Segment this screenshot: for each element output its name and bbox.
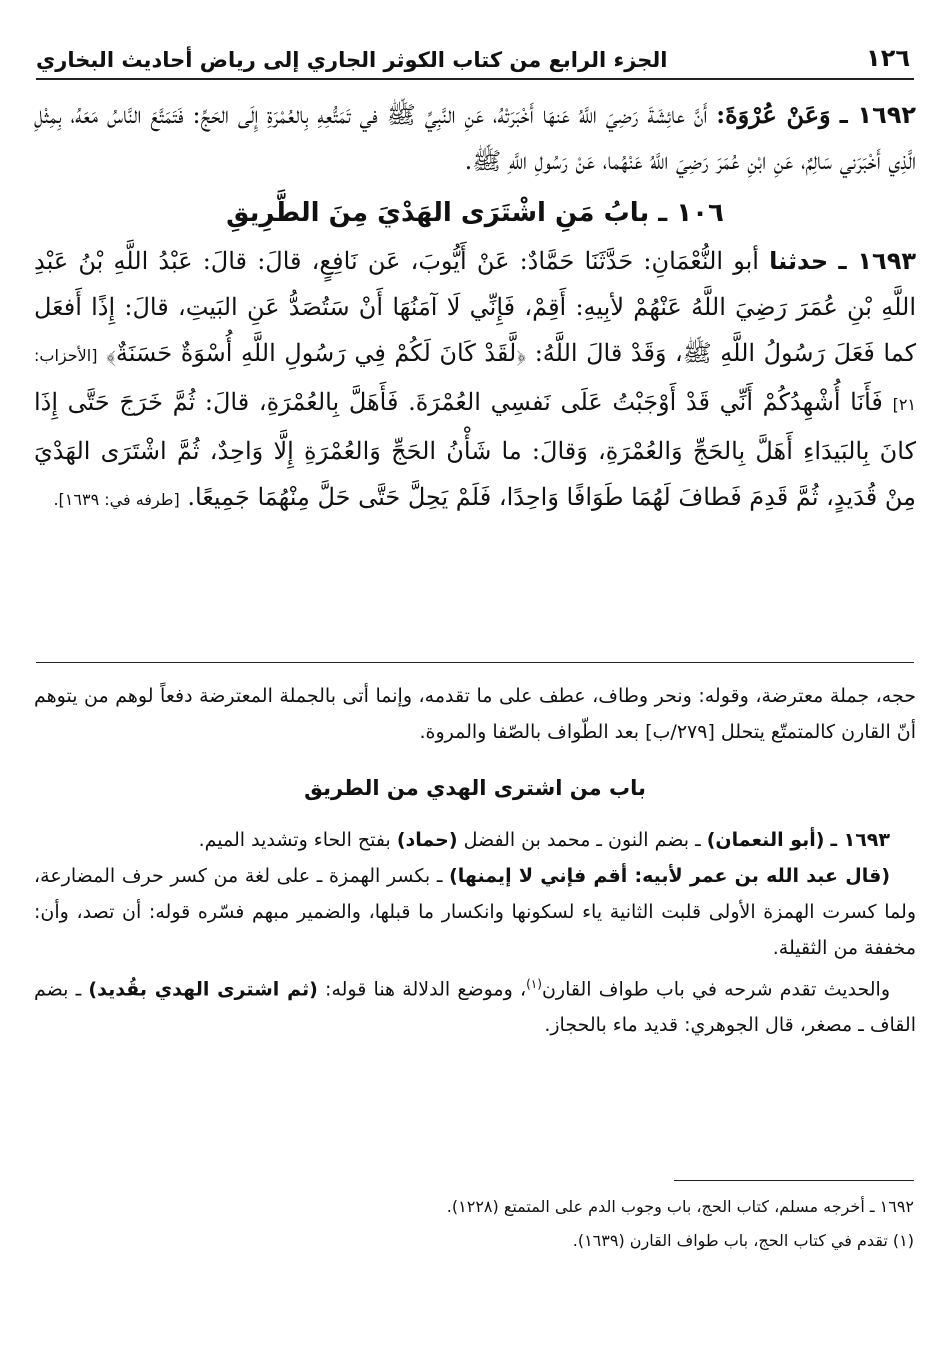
- commentary-continuation: حجه، جملة معترضة، وقوله: ونحر وطاف، عطف على ما تقدمه، وإنما أتى بالجملة المعترضة دفعاً لوهم من يتوهم أنّ القارن كالمتمتّع يتحلل [٢٧٩/ب] بعد الطّواف بالصّفا والمروة.: [34, 685, 916, 743]
- commentary: [34, 678, 916, 1043]
- page-header: [36, 28, 914, 80]
- main-text: [34, 92, 916, 523]
- text-commentary-divider: [36, 662, 914, 663]
- commentary-text: بفتح الحاء وتشديد الميم.: [198, 829, 391, 851]
- tarf-reference: [طرفه في: ١٦٣٩].: [53, 490, 180, 509]
- quran-citation: [الأحزاب: ٢١]: [34, 346, 916, 414]
- commentary-quote: [34, 858, 916, 966]
- commentary-text: ـ بضم النون ـ محمد بن الفضل: [463, 829, 701, 851]
- keyword: (حماد): [396, 829, 458, 851]
- commentary-paragraph: [34, 966, 916, 1043]
- hadith-text: أَنَّ عائِشَةَ رَضِيَ اللَّهُ عَنهَا أَخْبَرَتْهُ، عَنِ النَّبِيِّ ﷺ في تَمَتُّعِهِ بِالعُمْرَةِ إِلَى الحَجِّ: فَتَمَتَّعَ النَّاسُ مَعَهُ، بِمِثْلِ الَّذِي أَخْبَرَني سَالِمٌ، عَنِ ابْنِ عُمَرَ رَضِيَ اللَّهُ عَنْهُما، عَنْ رَسُولِ اللَّهِ ﷺ.: [34, 101, 916, 175]
- footnote-marker[interactable]: (١): [526, 977, 542, 991]
- commentary-text: ـ بكسر الهمزة ـ على لغة من كسر حرف المضارعة، ولما كسرت الهمزة الأولى قلبت الثانية ياء لسكونها وانكسار ما قبلها، والضمير مبهم فسّره قوله: أن تصد، وأن: مخففة من الثقيلة.: [34, 865, 916, 959]
- hadith-text-part2: فَأَنَا أُشْهِدُكُمْ أَنِّي قَدْ أَوْجَبْتُ عَلَى نَفسِي العُمْرَةَ. فَأَهَلَّ بِالعُمْرَةِ، قالَ: ثُمَّ خَرَجَ حَتَّى إِذَا كانَ بِالبَيدَاءِ أَهَلَّ بِالحَجِّ وَالعُمْرَةِ، وَقالَ: ما شَأْنُ الحَجِّ وَالعُمْرَةِ إِلَّا وَاحِدٌ، ثُمَّ اشْتَرَى الهَدْيَ مِنْ قُدَيدٍ، ثُمَّ قَدِمَ فَطافَ لَهُمَا طَوَافًا وَاحِدًا، فَلَمْ يَحِلَّ حَتَّى حَلَّ مِنْهُمَا جَمِيعًا.: [34, 388, 916, 511]
- commentary-text: ـ بضم القاف ـ مصغر، قال الجوهري: قديد ماء بالحجاز.: [34, 978, 916, 1037]
- hadith-number: ١٦٩٢ ـ: [839, 101, 917, 129]
- hadith-text-part1: أبو النُّعْمَانِ: حَدَّثَنَا حَمَّادٌ: عَنْ أَيُّوبَ، عَن نَافِعٍ، قالَ: قالَ: عَبْدُ اللَّهِ بْنُ عَبْدِ اللَّهِ بْنِ عُمَرَ رَضِيَ اللَّهُ عَنْهُمْ لأبِيهِ: أَقِمْ، فَإِنِّي لَا آمَنُهَا أَنْ سَتُصَدُّ عَنِ البَيتِ، قالَ: إِذًا أَفعَل كما فَعَلَ رَسُولُ اللَّهِ ﷺ، وَقَدْ قالَ اللَّهُ: ﴿لَّقَدْ كَانَ لَكُمْ فِي رَسُولِ اللَّهِ أُسْوَةٌ حَسَنَةٌ﴾: [34, 247, 916, 367]
- commentary-text: ، وموضع الدلالة هنا قوله:: [325, 978, 527, 1001]
- hadith-1693: [34, 238, 916, 523]
- footnote-1692: ١٦٩٢ ـ أخرجه مسلم، كتاب الحج، باب وجوب الدم على المتمتع (١٢٢٨).: [446, 1197, 914, 1216]
- hadith-intro: حدثنا: [769, 247, 829, 275]
- footnote-divider: [674, 1180, 914, 1181]
- hadith-1692: [34, 92, 916, 184]
- hadith-number: ١٦٩٣ ـ: [830, 829, 890, 851]
- page-number: ١٢٦: [866, 44, 910, 72]
- hadith-narrator: وَعَنْ عُرْوَةَ:: [716, 100, 831, 129]
- keyword: (ثم اشترى الهدي بقُديد): [88, 978, 318, 1001]
- commentary-chapter-heading: باب من اشترى الهدي من الطريق: [304, 776, 646, 800]
- keyword: (أبو النعمان): [706, 829, 825, 851]
- running-title: الجزء الرابع من كتاب الكوثر الجاري إلى رياض أحاديث البخاري: [36, 48, 668, 72]
- chapter-heading: ١٠٦ ـ بابُ مَنِ اشْتَرَى الهَدْيَ مِنَ الطَّرِيقِ: [226, 198, 724, 228]
- footnote-1: (١) تقدم في كتاب الحج، باب طواف القارن (١٦٣٩).: [572, 1231, 914, 1250]
- keyword: (قال عبد الله بن عمر لأبيه: أقم فإني لا إيمنها): [449, 865, 890, 887]
- commentary-hadith-1693: [34, 822, 916, 858]
- commentary-text: والحديث تقدم شرحه في باب طواف القارن: [541, 978, 890, 1001]
- footnotes: [36, 1190, 914, 1258]
- hadith-number: ١٦٩٣ ـ: [838, 247, 916, 275]
